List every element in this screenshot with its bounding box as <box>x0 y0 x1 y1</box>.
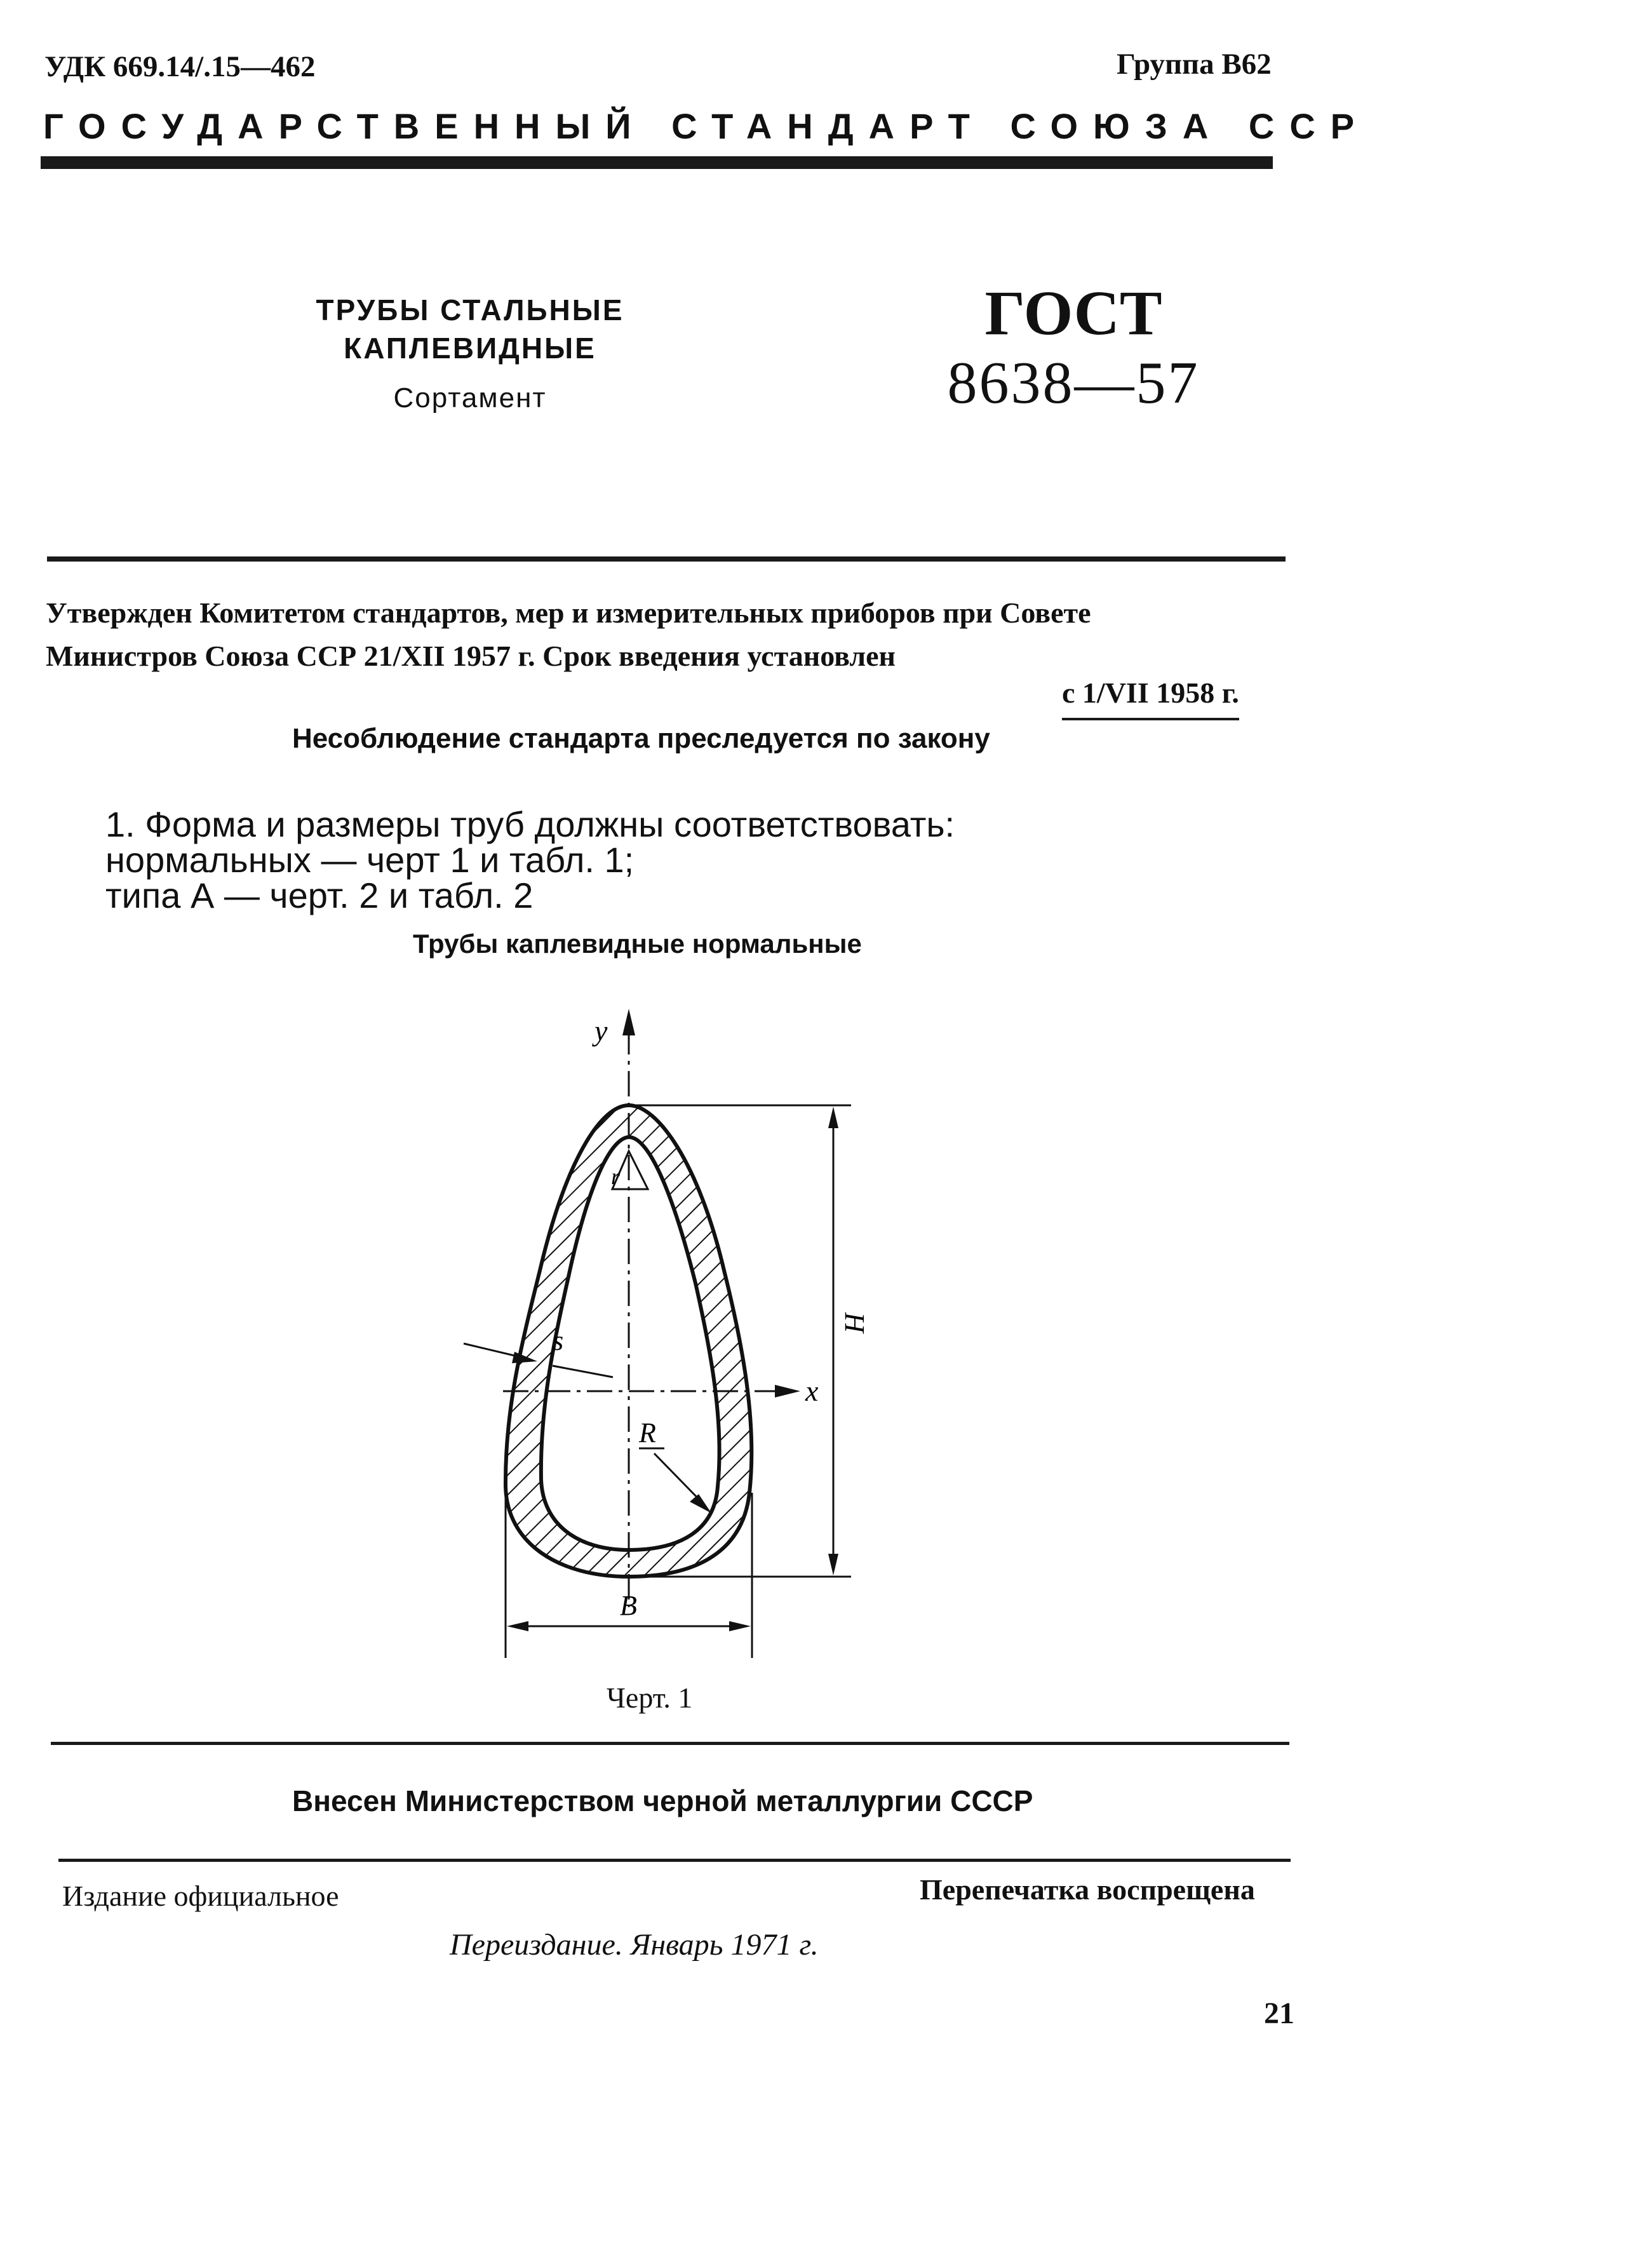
y-arrow <box>622 1009 635 1035</box>
top-rule <box>41 156 1273 169</box>
lower-rule-2 <box>58 1859 1291 1862</box>
reissue-note: Переиздание. Январь 1971 г. <box>450 1928 819 1962</box>
figure-caption: Трубы каплевидные нормальные <box>413 929 862 959</box>
b-arrow-left <box>507 1621 528 1631</box>
gost-designation <box>908 278 1239 418</box>
h-arrow-bottom <box>828 1554 838 1575</box>
document-title <box>229 291 711 414</box>
H-label: H <box>839 1312 870 1333</box>
x-label: x <box>805 1375 819 1407</box>
R-arrow <box>690 1494 711 1513</box>
state-standard-heading: ГОСУДАРСТВЕННЫЙ СТАНДАРТ СОЮЗА ССР <box>43 106 1370 146</box>
b-arrow-right <box>729 1621 751 1631</box>
group-code: Группа В62 <box>1117 48 1272 81</box>
submitted-by: Внесен Министерством черной металлургии СССР <box>292 1784 1033 1817</box>
middle-rule <box>47 556 1286 562</box>
title-line-2: КАПЛЕВИДНЫЕ <box>344 332 596 365</box>
gost-number: 8638—57 <box>947 350 1200 416</box>
page-number: 21 <box>1264 1997 1294 2030</box>
violation-notice: Несоблюдение стандарта преследуется по закону <box>292 723 990 754</box>
x-arrow <box>775 1385 800 1398</box>
paragraph-line-2: нормальных — черт 1 и табл. 1; <box>105 840 635 880</box>
R-label: R <box>639 1417 656 1448</box>
title-subtitle: Сортамент <box>393 382 547 414</box>
teardrop-tube-drawing <box>445 1004 889 1664</box>
y-label: y <box>594 1014 608 1047</box>
r-label: r <box>611 1164 621 1189</box>
s-label: s <box>553 1325 564 1356</box>
title-line-1: ТРУБЫ СТАЛЬНЫЕ <box>316 293 624 327</box>
B-label: B <box>620 1590 637 1621</box>
s-leader-inner <box>553 1366 613 1377</box>
paragraph-1 <box>105 804 955 915</box>
reprint-prohibited: Перепечатка воспрещена <box>920 1873 1255 1906</box>
paragraph-line-1: 1. Форма и размеры труб должны соответствовать: <box>105 804 955 844</box>
official-edition: Издание официальное <box>62 1880 339 1912</box>
lower-rule-1 <box>51 1742 1289 1745</box>
approval-line-1: Утвержден Комитетом стандартов, мер и измерительных приборов при Совете <box>46 596 1091 629</box>
h-arrow-top <box>828 1107 838 1128</box>
udk-code: УДК 669.14/.15—462 <box>44 50 316 83</box>
approval-date: с 1/VII 1958 г. <box>1062 672 1239 720</box>
figure-number: Черт. 1 <box>607 1681 693 1714</box>
gost-word: ГОСТ <box>984 278 1162 348</box>
approval-line-2: Министров Союза ССР 21/XII 1957 г. Срок введения установлен <box>46 640 896 672</box>
paragraph-line-3: типа А — черт. 2 и табл. 2 <box>105 875 534 915</box>
